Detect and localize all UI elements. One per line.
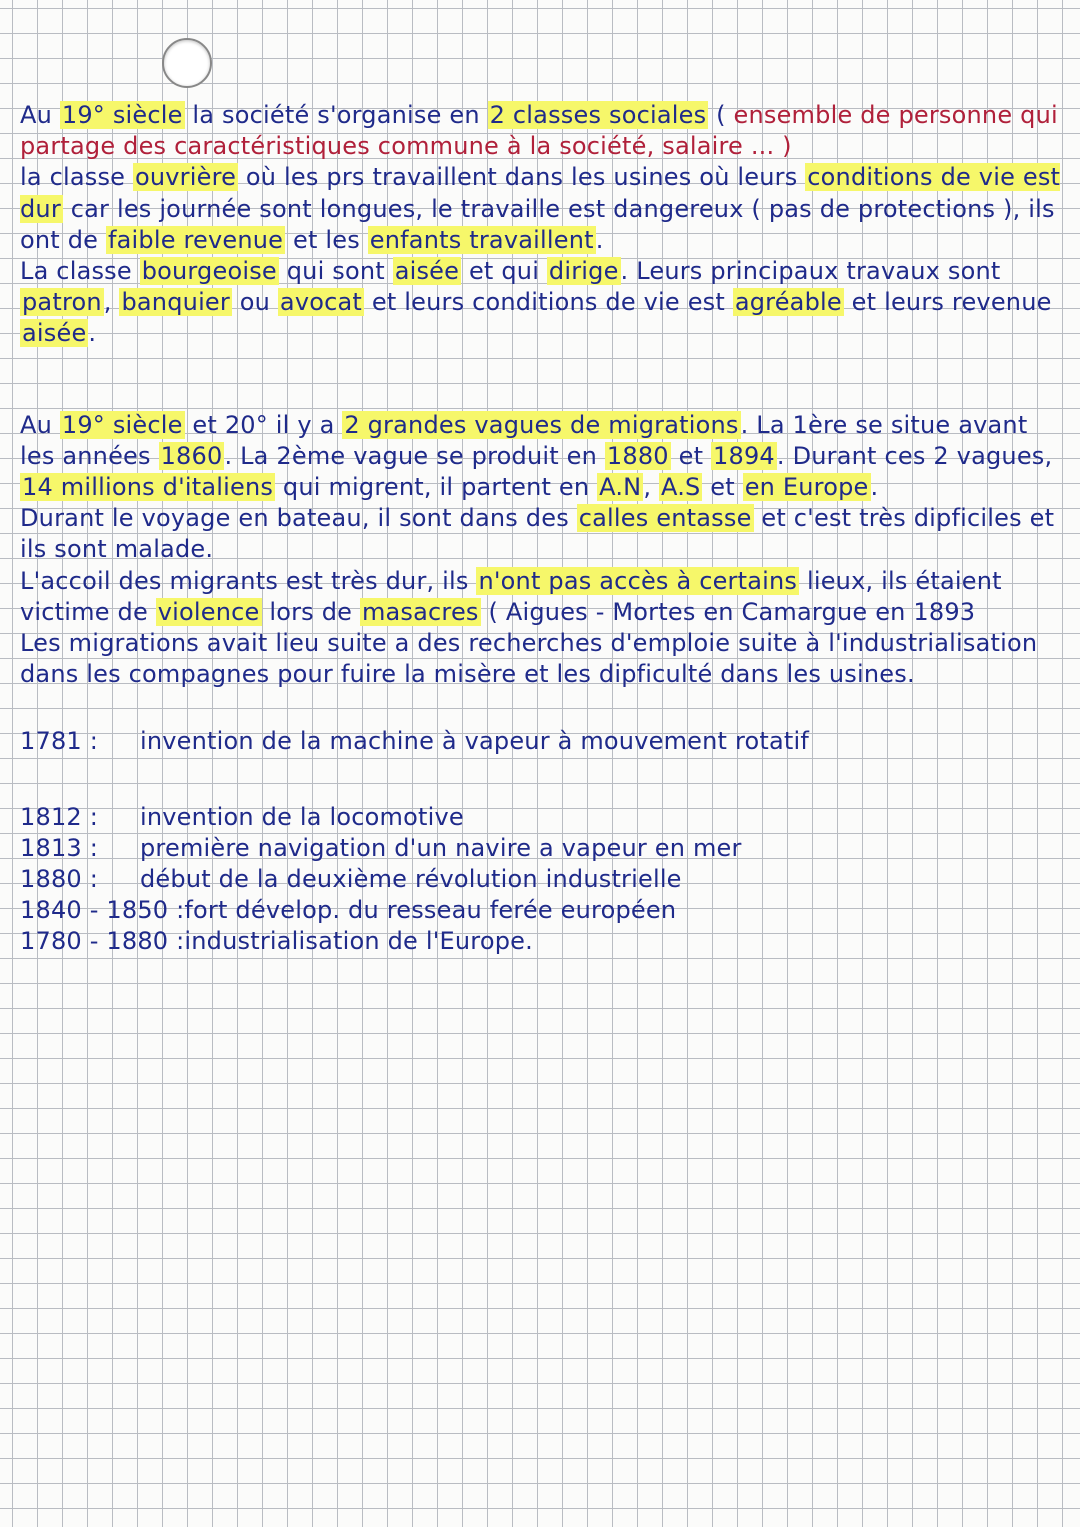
text: et c'est très dipficiles et ils sont malade. bbox=[20, 504, 1055, 564]
text: et qui bbox=[461, 257, 547, 286]
text: où les prs travaillent dans les usines où leurs bbox=[238, 163, 806, 192]
text: , bbox=[643, 473, 659, 502]
text: , bbox=[103, 288, 120, 317]
paragraph-social-classes bbox=[20, 100, 1065, 256]
text: et 20° il y a bbox=[184, 410, 343, 439]
text: . Leurs principaux travaux sont bbox=[620, 257, 1001, 286]
text: lieux, ils étaient victime de bbox=[20, 566, 1002, 626]
timeline-row bbox=[20, 864, 1065, 895]
timeline-date: 1880 : bbox=[20, 865, 98, 894]
timeline-date: 1812 : bbox=[20, 802, 98, 831]
paragraph-bourgeoisie bbox=[20, 256, 1065, 350]
paragraph-voyage bbox=[20, 503, 1065, 565]
text: ( Aigues - Mortes en Camargue en 1893 bbox=[480, 597, 976, 626]
highlight: A.N bbox=[599, 473, 642, 502]
text: et bbox=[670, 441, 712, 470]
highlight: violence bbox=[157, 597, 260, 626]
highlight: 1880 bbox=[606, 441, 669, 470]
highlight: 14 millions d'italiens bbox=[22, 473, 274, 502]
text: car les journée sont longues, le travaille est dangereux ( pas de protections ), ils ont de bbox=[20, 194, 1055, 254]
timeline-text: invention de la locomotive bbox=[140, 802, 464, 831]
timeline-date: 1780 - 1880 : bbox=[20, 927, 185, 956]
highlight: agréable bbox=[734, 288, 842, 317]
punch-hole bbox=[162, 38, 212, 88]
timeline-date: 1781 : bbox=[20, 727, 98, 756]
text: lors de bbox=[261, 597, 360, 626]
definition-text: ensemble de personne qui partage des caractéristiques commune à la société, salaire ... ) bbox=[20, 101, 1058, 161]
text: L'accoil des migrants est très dur, ils bbox=[20, 566, 477, 595]
timeline-text: invention de la machine à vapeur à mouvement rotatif bbox=[140, 727, 810, 756]
text: . bbox=[595, 225, 604, 254]
timeline-text: fort dévelop. du resseau ferée européen bbox=[184, 896, 677, 925]
highlight: 1894 bbox=[713, 441, 775, 470]
timeline-row bbox=[20, 895, 1065, 926]
text: et les bbox=[285, 225, 368, 254]
highlight: A.S bbox=[661, 473, 701, 502]
text: Durant le voyage en bateau, il sont dans des bbox=[20, 504, 577, 533]
highlight: conditions de vie est dur bbox=[20, 163, 1061, 223]
text: qui sont bbox=[278, 257, 393, 286]
timeline-text: industrialisation de l'Europe. bbox=[184, 927, 533, 956]
paragraph-accueil bbox=[20, 566, 1065, 628]
handwritten-notes bbox=[20, 100, 1065, 958]
text: et leurs conditions de vie est bbox=[364, 288, 733, 317]
text: ou bbox=[231, 288, 278, 317]
text: la société s'organise en bbox=[184, 101, 488, 129]
paragraph-causes bbox=[20, 628, 1065, 690]
timeline-row bbox=[20, 926, 1065, 957]
highlight: 19° siècle bbox=[61, 101, 183, 129]
highlight: aisée bbox=[22, 319, 87, 348]
highlight: 2 classes sociales bbox=[489, 101, 707, 129]
highlight: en Europe bbox=[744, 473, 869, 502]
highlight: n'ont pas accès à certains bbox=[478, 566, 798, 595]
highlight: aisée bbox=[394, 257, 460, 286]
timeline-text: première navigation d'un navire a vapeur en mer bbox=[140, 833, 742, 862]
timeline-date: 1840 - 1850 : bbox=[20, 896, 185, 925]
timeline-row bbox=[20, 802, 1065, 833]
highlight: patron bbox=[22, 288, 102, 317]
text: Les migrations avait lieu suite a des recherches d'emploie suite à l'industrialisation dans les compagnes pour fuire la misère et les dipficulté dans les usines. bbox=[20, 629, 1038, 689]
highlight: dirige bbox=[548, 257, 619, 286]
text: Au bbox=[20, 101, 60, 129]
highlight: bourgeoise bbox=[141, 257, 277, 286]
timeline bbox=[20, 726, 1065, 957]
text: La classe bbox=[20, 257, 140, 286]
text: . bbox=[870, 473, 879, 502]
text: ( bbox=[708, 101, 734, 129]
highlight: 19° siècle bbox=[61, 410, 183, 439]
highlight: masacres bbox=[361, 597, 479, 626]
highlight: 1860 bbox=[160, 441, 223, 470]
highlight: 2 grandes vagues de migrations bbox=[344, 410, 739, 439]
timeline-row bbox=[20, 833, 1065, 864]
highlight: calles entasse bbox=[578, 504, 752, 533]
text: et bbox=[702, 473, 743, 502]
text: et leurs revenue bbox=[843, 288, 1052, 317]
highlight: avocat bbox=[279, 288, 363, 317]
timeline-date: 1813 : bbox=[20, 833, 98, 862]
text: la classe bbox=[20, 163, 133, 192]
text: . Durant ces 2 vagues, bbox=[776, 441, 1053, 470]
paragraph-migrations bbox=[20, 410, 1065, 504]
highlight: faible revenue bbox=[107, 225, 284, 254]
text: Au bbox=[20, 410, 60, 439]
text: . bbox=[88, 319, 97, 348]
highlight: ouvrière bbox=[134, 163, 237, 192]
highlight: banquier bbox=[121, 288, 230, 317]
timeline-row bbox=[20, 726, 1065, 757]
text: . La 1ère se situe avant les années bbox=[20, 410, 1028, 470]
highlight: enfants travaillent bbox=[369, 225, 594, 254]
text: qui migrent, il partent en bbox=[275, 473, 598, 502]
timeline-text: début de la deuxième révolution industrielle bbox=[140, 865, 682, 894]
text: . La 2ème vague se produit en bbox=[224, 441, 605, 470]
